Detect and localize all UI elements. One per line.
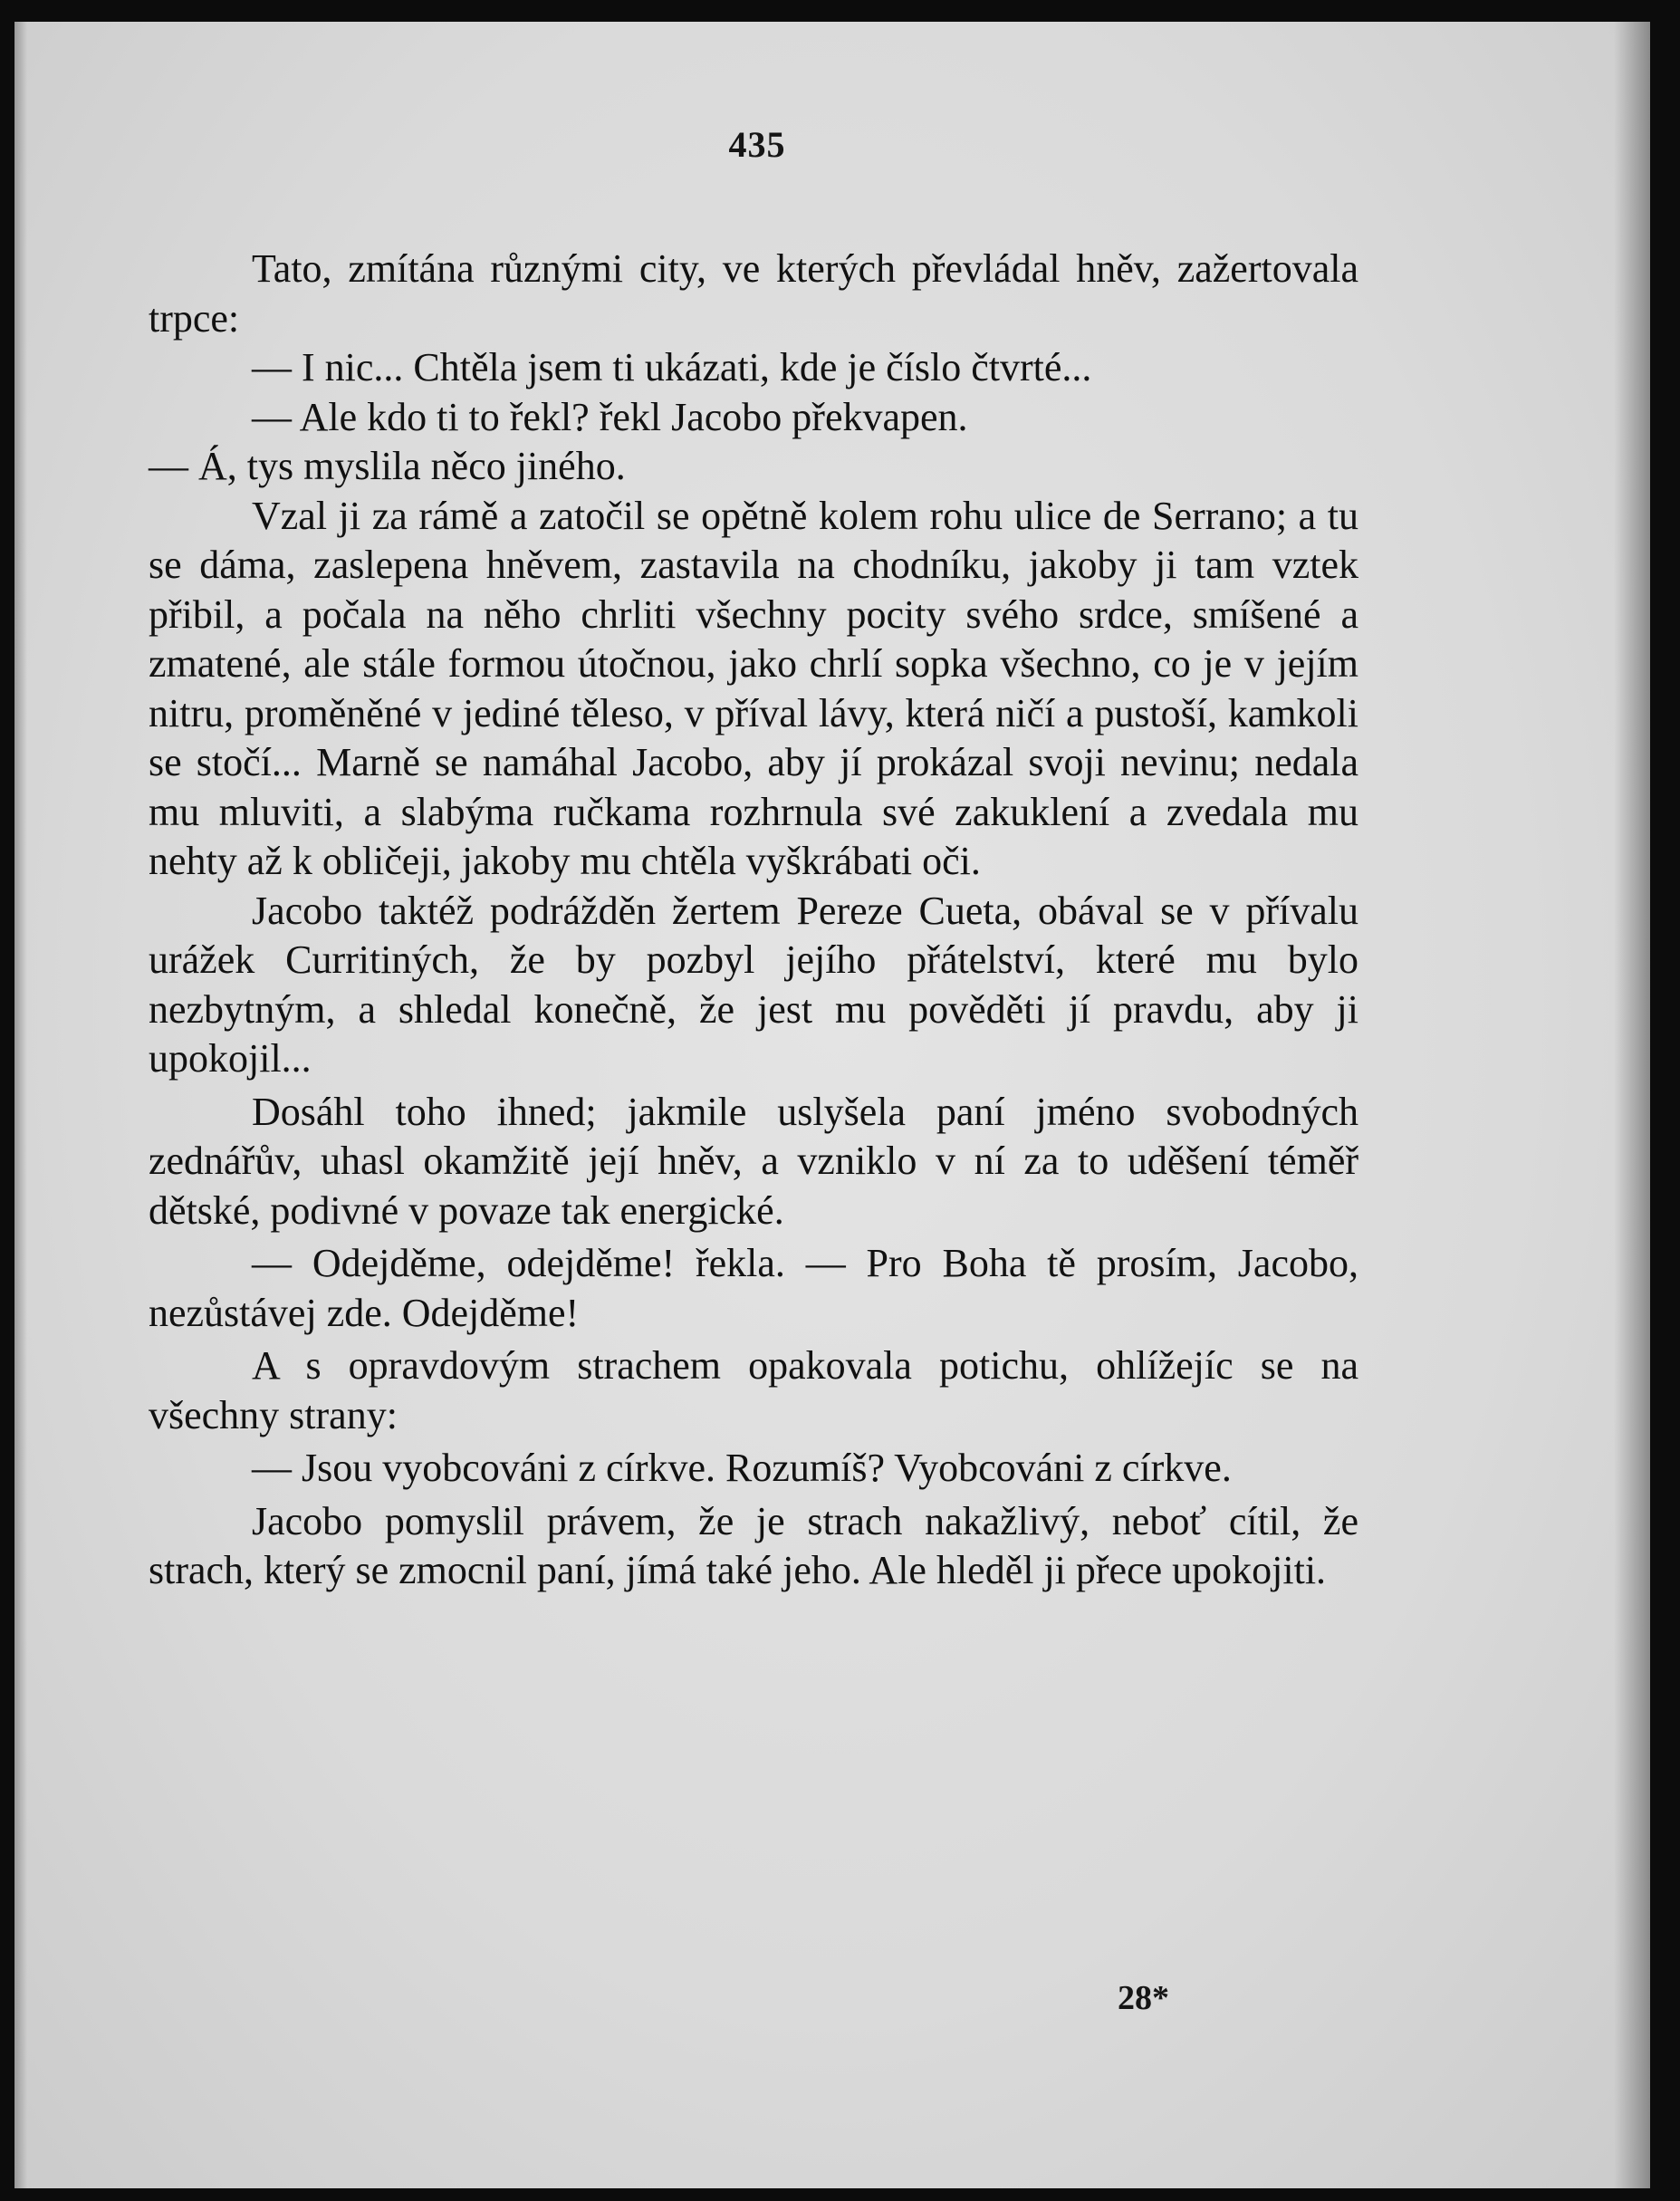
paragraph: Jacobo pomyslil právem, že je strach nakažlivý, neboť cítil, že strach, který se zmocnil paní, jímá také jeho. Ale hleděl ji přece upokojiti. (149, 1498, 1358, 1592)
paragraph: Dosáhl toho ihned; jakmile uslyšela paní jméno svobodných zednářův, uhasl okamžitě její hněv, a vzniklo v ní za to uděšení téměř dětské, podivné v povaze tak energické. (149, 1089, 1358, 1233)
page-edge-shadow-left (14, 22, 27, 2188)
paragraph: Vzal ji za rámě a zatočil se opětně kolem rohu ulice de Serrano; a tu se dáma, zaslepena hněvem, zastavila na chodníku, jakoby ji tam vztek přibil, a počala na něho chrliti všechny pocity svého srdce, smíšené a zmatené, ale stále formou útočnou, jako chrlí sopka všechno, co je v jejím nitru, proměněné v jediné těleso, v příval lávy, která ničí a pustoší, kamkoli se stočí... Marně se namáhal Jacobo, aby jí prokázal svoji nevinu; nedala mu mluviti, a slabýma ručkama rozhrnula své zakuklení a zvedala mu nehty až k obličeji, jakoby mu chtěla vyškrábati oči. (149, 493, 1358, 883)
paragraph: — Jsou vyobcováni z církve. Rozumíš? Vyobcováni z církve. (252, 1446, 1232, 1490)
paragraph: Jacobo taktéž podrážděn žertem Pereze Cueta, obával se v přívalu urážek Curritiných, že by pozbyl jejího přátelství, které mu bylo nezbytným, a shledal konečně, že jest mu pověděti jí pravdu, aby ji upokojil... (149, 888, 1358, 1081)
book-page (14, 22, 1650, 2188)
body-text (149, 245, 1358, 1596)
page-number: 435 (728, 124, 786, 165)
page-edge-shadow-right (1614, 22, 1650, 2188)
paragraph: Tato, zmítána různými city, ve kterých převládal hněv, zažertovala trpce: (149, 246, 1358, 341)
paragraph: — Á, tys myslila něco jiného. (149, 444, 626, 488)
paragraph: — Odejděme, odejděme! řekla. — Pro Boha tě prosím, Jacobo, nezůstávej zde. Odejděme! (149, 1241, 1358, 1335)
paragraph: — Ale kdo ti to řekl? řekl Jacobo překvapen. (252, 394, 968, 439)
paragraph: — I nic... Chtěla jsem ti ukázati, kde je číslo čtvrté... (252, 345, 1092, 389)
sheet-signature: 28* (1118, 1979, 1169, 2017)
paragraph: A s opravdovým strachem opakovala potichu, ohlížejíc se na všechny strany: (149, 1343, 1358, 1437)
